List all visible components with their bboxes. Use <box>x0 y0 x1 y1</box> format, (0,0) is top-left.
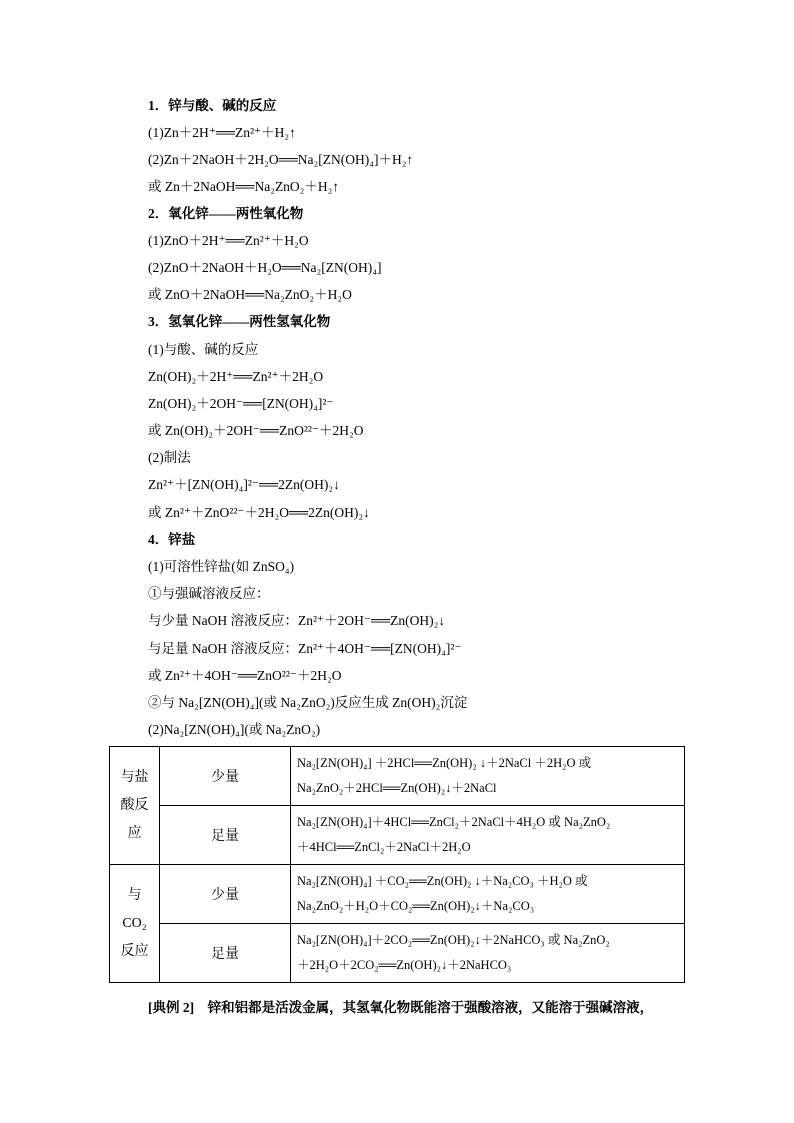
equation-line: 或 Zn²⁺＋4OH⁻══ZnO²²⁻＋2H₂O <box>148 668 342 683</box>
equation-line: 与足量 NaOH 溶液反应：Zn²⁺＋4OH⁻══[ZN(OH)₄]²⁻ <box>148 641 462 656</box>
group-label-co2: 与 CO₂ 反应 <box>110 865 160 983</box>
heading-1: 1．锌与酸、碱的反应 <box>148 98 277 113</box>
heading-3: 3．氢氧化锌——两性氢氧化物 <box>148 314 331 329</box>
table-row <box>110 747 685 806</box>
equation-line: (2)ZnO＋2NaOH＋H₂O══Na₂[ZN(OH)₄] <box>148 260 382 275</box>
heading-4: 4．锌盐 <box>148 532 196 547</box>
equation-line: (1)Zn＋2H⁺══Zn²⁺＋H₂↑ <box>148 125 296 140</box>
equation-line: Zn(OH)₂＋2OH⁻══[ZN(OH)₄]²⁻ <box>148 396 334 411</box>
equation-line: 或 ZnO＋2NaOH══Na₂ZnO₂＋H₂O <box>148 287 352 302</box>
example-text: [典例 2] 锌和铝都是活泼金属，其氢氧化物既能溶于强酸溶液，又能溶于强碱溶液， <box>148 1000 654 1015</box>
equation-line: 或 Zn(OH)₂＋2OH⁻══ZnO²²⁻＋2H₂O <box>148 423 364 438</box>
amount-label: 足量 <box>160 806 291 865</box>
heading-2: 2．氧化锌——两性氧化物 <box>148 206 304 221</box>
equation-line: 或 Zn＋2NaOH══Na₂ZnO₂＋H₂↑ <box>148 179 340 194</box>
equation-line: 或 Zn²⁺＋ZnO²²⁻＋2H₂O══2Zn(OH)₂↓ <box>148 505 370 520</box>
table-row <box>110 924 685 983</box>
equation-line: 与少量 NaOH 溶液反应：Zn²⁺＋2OH⁻══Zn(OH)₂↓ <box>148 613 446 628</box>
text-line: ②与 Na₂[ZN(OH)₄](或 Na₂ZnO₂)反应生成 Zn(OH)₂沉淀 <box>148 695 468 710</box>
equation-line: (2)Zn＋2NaOH＋2H₂O══Na₂[ZN(OH)₄]＋H₂↑ <box>148 152 414 167</box>
subheading: (1)与酸、碱的反应 <box>148 342 259 357</box>
group-label-hcl: 与盐 酸反 应 <box>110 747 160 865</box>
table-row <box>110 806 685 865</box>
table-row <box>110 865 685 924</box>
equation-line: (1)ZnO＋2H⁺══Zn²⁺＋H₂O <box>148 233 309 248</box>
equation-line: Zn²⁺＋[ZN(OH)₄]²⁻══2Zn(OH)₂↓ <box>148 477 340 492</box>
amount-label: 少量 <box>160 747 291 806</box>
reaction-cell: Na₂[ZN(OH)₄]＋2CO₂══Zn(OH)₂↓＋2NaHCO₃ 或 Na₂ZnO₂ ＋2H₂O＋2CO₂══Zn(OH)₂↓＋2NaHCO₃ <box>291 924 685 983</box>
subheading: (2)制法 <box>148 450 191 465</box>
amount-label: 足量 <box>160 924 291 983</box>
subheading: (1)可溶性锌盐(如 ZnSO₄) <box>148 559 295 574</box>
equation-line: Zn(OH)₂＋2H⁺══Zn²⁺＋2H₂O <box>148 369 324 384</box>
text-line: ①与强碱溶液反应： <box>148 586 270 601</box>
reaction-cell: Na₂[ZN(OH)₄] ＋2HCl══Zn(OH)₂ ↓＋2NaCl ＋2H₂O 或 Na₂ZnO₂＋2HCl══Zn(OH)₂↓＋2NaCl <box>291 747 685 806</box>
reaction-table <box>109 746 685 983</box>
reaction-cell: Na₂[ZN(OH)₄] ＋CO₂══Zn(OH)₂ ↓＋Na₂CO₃ ＋H₂O 或 Na₂ZnO₂＋H₂O＋CO₂══Zn(OH)₂↓＋Na₂CO₃ <box>291 865 685 924</box>
amount-label: 少量 <box>160 865 291 924</box>
subheading: (2)Na₂[ZN(OH)₄](或 Na₂ZnO₂) <box>148 722 321 737</box>
reaction-cell: Na₂[ZN(OH)₄]＋4HCl══ZnCl₂＋2NaCl＋4H₂O 或 Na₂ZnO₂ ＋4HCl══ZnCl₂＋2NaCl＋2H₂O <box>291 806 685 865</box>
